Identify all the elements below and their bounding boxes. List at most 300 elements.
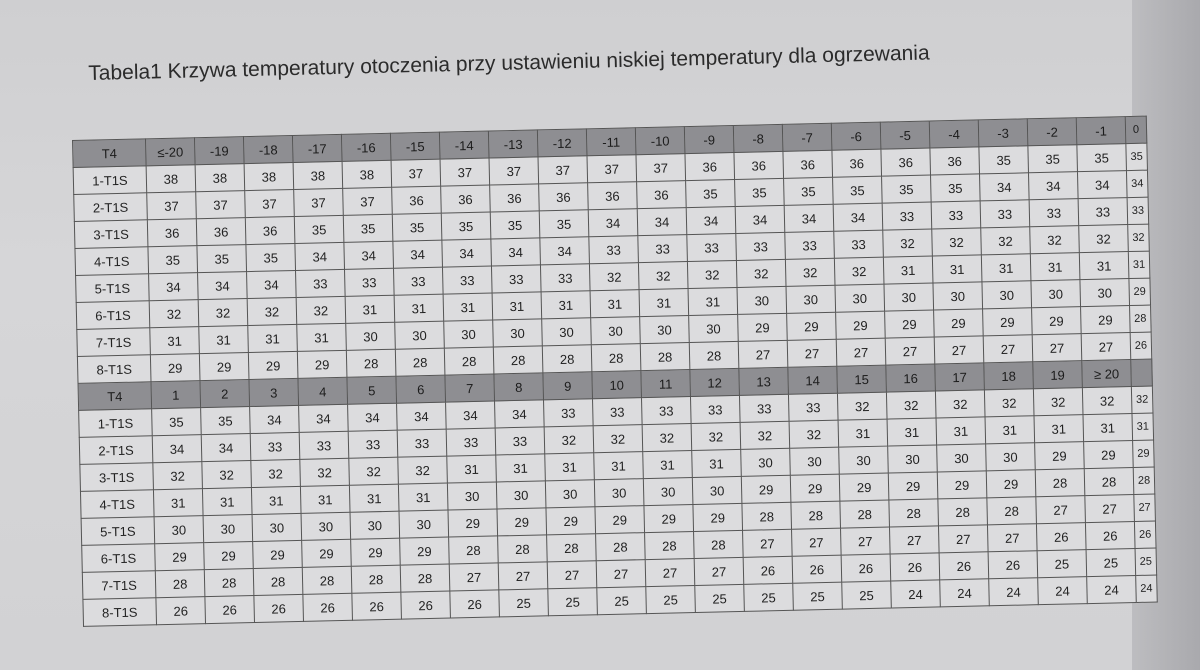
header-cell: 4 [298,377,348,405]
row-label-cell: 8-T1S [77,355,151,384]
table-cell: 26 [205,595,255,623]
table-cell: 31 [692,449,742,477]
table-cell: 27 [836,338,886,366]
header-cell: -14 [439,131,489,159]
table-cell: 28 [1130,305,1152,332]
table-cell: 31 [887,418,937,446]
table-cell: 29 [204,542,254,570]
table-cell: 31 [1083,414,1133,442]
table-cell: 28 [346,349,396,377]
table-cell: 34 [344,241,394,269]
table-cell: 31 [398,483,448,511]
table-cell: 30 [444,320,494,348]
header-cell: 12 [690,368,740,396]
table-cell: 34 [1126,170,1148,197]
table-cell: 35 [833,176,883,204]
table-cell: 35 [1077,144,1127,172]
row-label-cell: 3-T1S [74,220,148,249]
table-cell: 30 [154,516,204,544]
table-cell: 33 [882,202,932,230]
table-cell: 29 [155,543,205,571]
header-cell: -11 [586,128,636,156]
table-cell: 26 [450,590,500,618]
table-cell: 31 [838,419,888,447]
table-cell: 30 [689,314,739,342]
table-cell: 29 [986,470,1036,498]
table-cell: 27 [938,525,988,553]
row-label-cell: 2-T1S [79,436,153,465]
table-cell: 27 [983,335,1033,363]
table-cell: 34 [491,238,541,266]
table-cell: 33 [589,236,639,264]
table-cell: 30 [252,513,302,541]
table-cell: 34 [152,435,202,463]
table-cell: 36 [783,150,833,178]
table-cell: 30 [884,283,934,311]
table-cell: 32 [198,299,248,327]
table-cell: 32 [247,297,297,325]
row-label-cell: 4-T1S [80,490,154,519]
header-cell: -17 [292,134,342,162]
header-cell: -5 [880,121,930,149]
table-cell: 25 [793,582,843,610]
table-cell: 30 [545,480,595,508]
table-cell: 28 [542,345,592,373]
header-cell: -10 [635,127,685,155]
table-cell: 31 [199,326,249,354]
table-cell: 24 [989,578,1039,606]
table-cell: 30 [496,481,546,509]
table-cell: 29 [787,312,837,340]
table-cell: 30 [493,319,543,347]
table-cell: 33 [397,429,447,457]
table-cell: 36 [147,219,197,247]
table-cell: 33 [446,428,496,456]
table-cell: 27 [449,563,499,591]
table-cell: 27 [934,336,984,364]
header-cell: -12 [537,129,587,157]
table-cell: 32 [544,426,594,454]
table-cell: 26 [841,554,891,582]
table-cell: 29 [1081,306,1131,334]
table-cell: 32 [691,422,741,450]
header-cell: 2 [200,380,250,408]
table-cell: 32 [1128,224,1150,251]
table-cell: 30 [888,445,938,473]
table-cell: 35 [1126,143,1148,170]
table-cell: 28 [987,497,1037,525]
table-cell: 29 [302,539,352,567]
table-cell: 32 [642,424,692,452]
table-cell: 31 [594,452,644,480]
table-cell: 29 [839,473,889,501]
table-cell: 32 [589,263,639,291]
table-cell: 31 [590,290,640,318]
table-cell: 30 [790,447,840,475]
table-cell: 33 [345,268,395,296]
row-label-cell: 1-T1S [73,166,147,195]
table-cell: 38 [293,161,343,189]
table-cell: 27 [787,339,837,367]
table-cell: 33 [641,397,691,425]
table-cell: 24 [1136,575,1158,602]
table-cell: 33 [348,430,398,458]
table-cell: 24 [1038,577,1088,605]
table-cell: 34 [1028,172,1078,200]
table-cell: 33 [785,231,835,259]
table-cell: 32 [984,389,1034,417]
table-cell: 33 [299,431,349,459]
table-cell: 35 [152,408,202,436]
table-cell: 27 [1036,496,1086,524]
table-cell: 25 [646,585,696,613]
table-cell: 28 [889,499,939,527]
table-cell: 35 [882,175,932,203]
table-cell: 27 [1032,334,1082,362]
table-cell: 28 [395,348,445,376]
table-cell: 26 [1085,521,1135,549]
table-cell: 30 [933,282,983,310]
table-cell: 26 [401,591,451,619]
table-cell: 26 [939,552,989,580]
table-cell: 31 [300,485,350,513]
header-cell: 19 [1033,361,1083,389]
table-cell: 35 [735,178,785,206]
table-cell: 25 [499,589,549,617]
table-cell: 28 [596,533,646,561]
table-cell: 35 [686,179,736,207]
table-cell: 33 [638,235,688,263]
table-cell: 32 [740,421,790,449]
table-cell: 28 [694,530,744,558]
table-cell: 34 [442,239,492,267]
table-cell: 31 [1132,413,1154,440]
table-cell: 28 [645,531,695,559]
table-cell: 25 [744,583,794,611]
table-cell: 27 [738,340,788,368]
table-cell: 35 [979,146,1029,174]
table-cell: 34 [784,204,834,232]
table-cell: 28 [302,566,352,594]
table-cell: 25 [548,588,598,616]
table-cell: 34 [495,400,545,428]
table-cell: 26 [352,592,402,620]
table-cell: 36 [881,148,931,176]
temperature-curve-table-container [72,116,1158,627]
table-cell: 35 [441,212,491,240]
table-cell: 31 [153,489,203,517]
table-cell: 28 [204,568,254,596]
table-cell: 25 [597,587,647,615]
table-cell: 28 [444,347,494,375]
table-cell: 31 [883,256,933,284]
table-cell: 34 [397,402,447,430]
table-cell: 27 [987,524,1037,552]
table-cell: 32 [932,228,982,256]
table-cell: 31 [545,453,595,481]
table-cell: 35 [490,211,540,239]
table-cell: 35 [343,214,393,242]
table-cell: 31 [981,254,1031,282]
table-cell: 30 [399,510,449,538]
header-cell: 10 [592,371,642,399]
table-cell: 34 [250,405,300,433]
table-cell: 38 [244,162,294,190]
table-cell: 31 [688,287,738,315]
table-cell: 30 [839,446,889,474]
header-cell: 1 [151,381,201,409]
table-cell: 37 [245,189,295,217]
table-cell: 26 [743,556,793,584]
table-cell: 32 [687,260,737,288]
table-cell: 29 [150,354,200,382]
table-cell: 32 [296,296,346,324]
table-cell: 33 [442,266,492,294]
table-cell: 27 [547,561,597,589]
table-cell: 33 [788,393,838,421]
table-cell: 30 [447,482,497,510]
table-cell: 29 [248,351,298,379]
table-cell: 30 [346,322,396,350]
table-cell: 35 [148,246,198,274]
table-cell: 32 [593,425,643,453]
table-cell: 34 [1077,171,1127,199]
table-cell: 32 [202,461,252,489]
table-cell: 27 [889,526,939,554]
table-cell: 27 [841,527,891,555]
header-cell: 14 [788,366,838,394]
table-cell: 29 [934,309,984,337]
table-cell: 33 [834,230,884,258]
header-cell: 5 [347,376,397,404]
table-cell: 35 [539,210,589,238]
table-cell: 28 [498,535,548,563]
table-cell: 32 [834,257,884,285]
table-cell: 29 [1084,441,1134,469]
header-cell: -19 [194,137,244,165]
table-cell: 37 [147,192,197,220]
table-cell: 32 [300,458,350,486]
table-cell: 35 [784,177,834,205]
table-cell: 34 [149,273,199,301]
header-cell: -8 [733,124,783,152]
table-cell: 29 [937,471,987,499]
table-cell: 29 [199,353,249,381]
header-cell: ≤-20 [145,138,195,166]
table-cell: 29 [741,475,791,503]
table-cell: 26 [1036,523,1086,551]
table-cell: 29 [693,503,743,531]
table-cell: 38 [195,164,245,192]
table-cell: 28 [155,570,205,598]
table-cell: 32 [886,391,936,419]
table-cell: 33 [931,201,981,229]
table-cell: 33 [393,267,443,295]
table-cell: 34 [735,205,785,233]
table-cell: 32 [398,456,448,484]
table-cell: 35 [392,213,442,241]
header-cell: 13 [739,367,789,395]
table-cell: 29 [836,311,886,339]
header-cell: -15 [390,132,440,160]
table-cell: 30 [350,511,400,539]
table-cell: 34 [980,173,1030,201]
table-cell: 37 [538,156,588,184]
table-cell: 36 [245,216,295,244]
table-cell: 28 [253,567,303,595]
table-cell: 27 [1081,333,1131,361]
table-cell: 32 [1082,387,1132,415]
table-cell: 36 [685,152,735,180]
table-cell: 30 [741,448,791,476]
table-cell: 28 [938,498,988,526]
table-cell: 28 [742,502,792,530]
table-cell: 32 [149,300,199,328]
table-cell: 36 [637,181,687,209]
table-cell: 32 [251,459,301,487]
table-cell: 31 [443,293,493,321]
table-cell: 33 [736,232,786,260]
table-cell: 31 [447,455,497,483]
header-cell: 17 [935,363,985,391]
table-cell: 27 [792,528,842,556]
table-cell: 29 [644,505,694,533]
header-cell: -3 [978,119,1028,147]
table-cell: 30 [203,515,253,543]
table-cell: 34 [833,203,883,231]
table-cell: 32 [736,259,786,287]
row-label-cell: 6-T1S [76,301,150,330]
table-cell: 25 [1086,548,1136,576]
header-cell: -18 [243,135,293,163]
table-cell: 33 [1078,198,1128,226]
header-cell: 11 [641,370,691,398]
table-cell: 24 [940,579,990,607]
header-cell: 16 [886,364,936,392]
table-cell: 33 [1127,197,1149,224]
table-cell: 32 [785,258,835,286]
table-cell: 35 [294,215,344,243]
table-cell: 30 [643,478,693,506]
table-cell: 37 [196,191,246,219]
row-label-cell: 7-T1S [82,571,156,600]
table-cell: 37 [489,157,539,185]
table-cell: 33 [690,395,740,423]
table-cell: 29 [546,507,596,535]
row-label-cell: 5-T1S [76,274,150,303]
table-cell: 32 [1131,386,1153,413]
table-cell: 24 [891,580,941,608]
table-cell: 28 [351,565,401,593]
row-label-cell: 6-T1S [82,544,156,573]
table-cell: 33 [491,265,541,293]
table-cell: 31 [932,255,982,283]
table-cell: 28 [840,500,890,528]
table-cell: 36 [930,147,980,175]
row-label-cell: 8-T1S [83,598,157,627]
table-cell: 32 [638,262,688,290]
table-cell: 30 [542,318,592,346]
table-cell: 30 [835,284,885,312]
table-cell: 28 [400,564,450,592]
header-cell: 6 [396,375,446,403]
table-cell: 34 [393,240,443,268]
table-cell: 35 [201,407,251,435]
table-cell: 26 [792,555,842,583]
header-cell: 3 [249,378,299,406]
table-cell: 30 [591,317,641,345]
header-cell: -1 [1076,117,1126,145]
table-cell: 32 [789,420,839,448]
table-cell: 28 [1133,467,1155,494]
table-cell: 28 [1035,469,1085,497]
table-cell: 27 [645,558,695,586]
table-cell: 37 [391,159,441,187]
table-cell: 26 [1130,332,1152,359]
table-cell: 36 [539,183,589,211]
header-cell: 8 [494,373,544,401]
table-cell: 29 [595,506,645,534]
table-cell: 27 [885,337,935,365]
table-cell: 32 [1033,388,1083,416]
table-cell: 31 [492,292,542,320]
table-cell: 34 [247,270,297,298]
table-cell: 33 [739,394,789,422]
table-cell: 29 [1035,442,1085,470]
table-cell: 36 [441,185,491,213]
table-cell: 31 [936,417,986,445]
table-cell: 37 [343,187,393,215]
row-label-cell: 5-T1S [81,517,155,546]
table-cell: 32 [1030,226,1080,254]
header-cell: -2 [1027,118,1077,146]
table-cell: 33 [540,264,590,292]
table-cell: 31 [297,323,347,351]
table-cell: 34 [295,242,345,270]
table-cell: 33 [544,399,594,427]
table-cell: 33 [250,432,300,460]
table-cell: 29 [1129,278,1151,305]
table-cell: 34 [637,208,687,236]
table-cell: 37 [294,188,344,216]
table-cell: 25 [842,581,892,609]
table-cell: 37 [587,155,637,183]
table-cell: 26 [1134,521,1156,548]
table-cell: 36 [588,182,638,210]
table-cell: 27 [596,560,646,588]
header-cell: 0 [1125,116,1147,143]
table-cell: 38 [342,160,392,188]
table-cell: 25 [1037,550,1087,578]
row-label-cell: 7-T1S [77,328,151,357]
table-cell: 29 [888,472,938,500]
table-cell: 26 [988,551,1038,579]
table-cell: 35 [246,243,296,271]
header-label-cell: T4 [73,139,147,168]
table-cell: 29 [1133,440,1155,467]
table-cell: 31 [1034,415,1084,443]
table-cell: 30 [737,286,787,314]
table-cell: 37 [636,154,686,182]
table-cell: 36 [196,218,246,246]
table-cell: 34 [201,434,251,462]
header-cell: -16 [341,133,391,161]
table-cell: 30 [1080,279,1130,307]
temperature-curve-table [72,116,1158,627]
header-cell: 18 [984,362,1034,390]
table-cell: 28 [689,341,739,369]
table-cell: 32 [935,390,985,418]
